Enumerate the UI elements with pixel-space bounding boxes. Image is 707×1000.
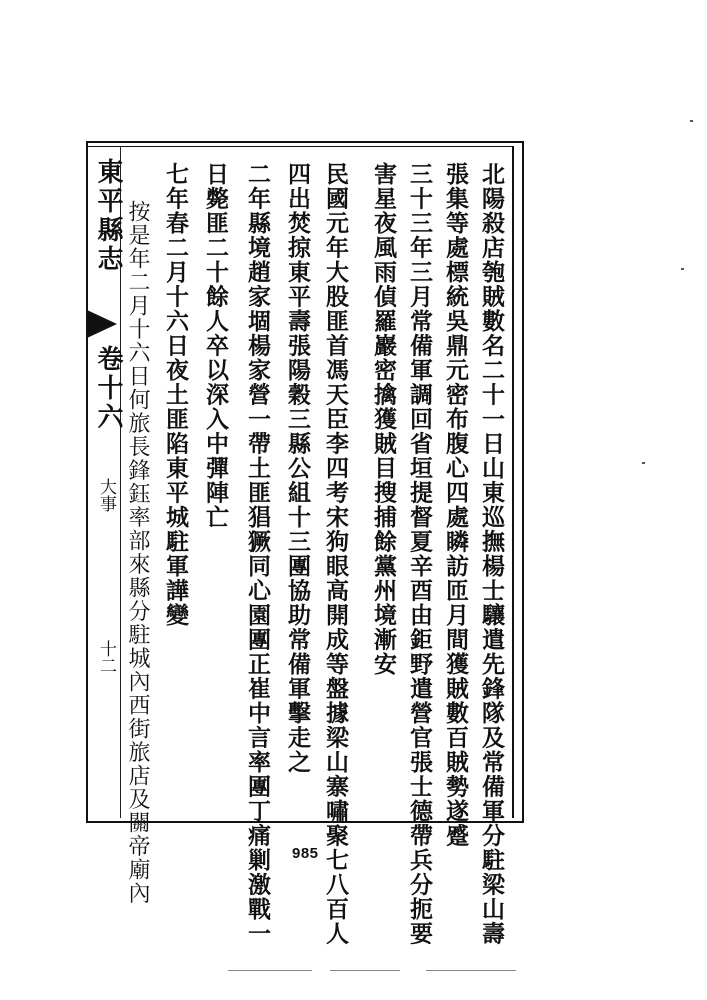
leaf-number: 十二 <box>96 640 116 674</box>
fishtail-mark <box>87 310 117 338</box>
book-title: 東平縣志 <box>93 158 123 274</box>
section-label: 大事 <box>96 478 116 512</box>
text-column-9: 七年春二月十六日夜土匪陷東平城駐軍譁變 <box>162 162 189 628</box>
text-column-10: 按是年二月十六日何旅長鋒鈺率部來縣分駐城內西街旅店及關帝廟內 <box>125 200 150 905</box>
frame-inner-rule <box>512 146 514 818</box>
text-column-1: 北陽殺店匏賊數名二十一日山東巡撫楊士驤遣先鋒隊及常備軍分駐梁山壽 <box>478 162 505 946</box>
scan-artifact-line <box>228 970 312 971</box>
scan-artifact-line <box>426 970 516 971</box>
frame-top-rule <box>86 146 514 147</box>
text-column-8: 日斃匪二十餘人卒以深入中彈陣亡 <box>202 162 229 530</box>
scan-speck <box>690 120 693 122</box>
scan-page-number: 985 <box>292 845 319 862</box>
scan-artifact-line <box>330 970 400 971</box>
scan-speck <box>681 268 684 270</box>
text-column-3: 三十三年三月常備軍調回省垣提督夏辛酉由鉅野遣營官張士德帶兵分扼要 <box>406 162 433 946</box>
text-column-6: 四出焚掠東平壽張陽穀三縣公組十三團協助常備軍擊走之 <box>284 162 311 775</box>
text-column-5: 民國元年大股匪首馮天臣李四考宋狗眼高開成等盤據梁山寨嘯聚七八百人 <box>322 162 349 946</box>
text-column-4: 害星夜風雨偵羅巖密擒獲賊目搜捕餘黨州境漸安 <box>370 162 397 677</box>
scan-speck <box>642 462 645 464</box>
text-column-2: 張集等處標統吳鼎元密布腹心四處瞵訪匝月間獲賊數百賊勢遂蹙 <box>442 162 469 848</box>
volume-label: 卷十六 <box>93 345 123 432</box>
text-column-7: 二年縣境趙家堌楊家營一帶土匪猖獗同心園團正崔中言率團丁痛剿激戰一 <box>244 162 271 946</box>
